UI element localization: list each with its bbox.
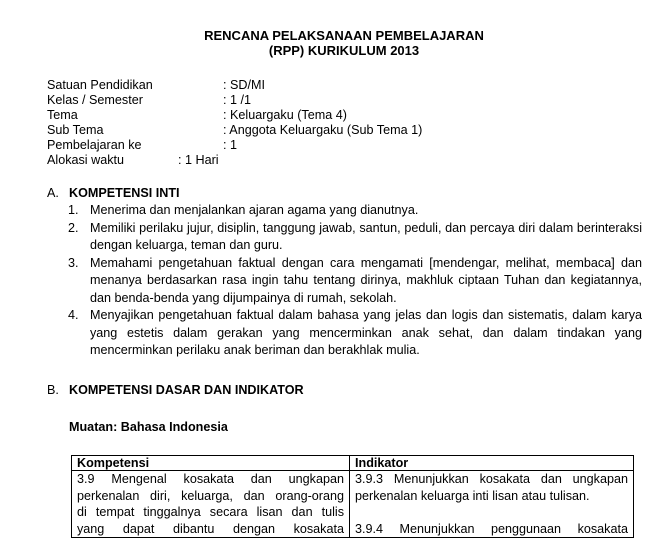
document-title: RENCANA PELAKSANAAN PEMBELAJARAN (204, 28, 484, 43)
list-item-text: Menyajikan pengetahuan faktual dalam bahasa yang jelas dan logis dan sistematis, dalam karya yang estetis dalam gerakan yang mencerminkan anak sehat, dan dalam tindakan yang mencerminkan perilaku anak beriman dan berakhlak mulia. (90, 308, 642, 357)
identity-label-satuan: Satuan Pendidikan (47, 78, 153, 92)
list-item (68, 220, 642, 255)
kompetensi-cell (72, 471, 350, 538)
kompetensi-inti-list (68, 202, 642, 360)
kompetensi-line: yang dapat dibantu dengan kosakata (77, 521, 344, 536)
table-header-indikator: Indikator (350, 456, 634, 471)
document-subtitle: (RPP) KURIKULUM 2013 (268, 43, 420, 58)
table-header-row (72, 456, 634, 471)
indikator-cell (350, 471, 634, 538)
list-item-text: Menerima dan menjalankan ajaran agama yang dianutnya. (90, 203, 419, 217)
table-row (72, 471, 634, 538)
list-item-number: 4. (68, 308, 79, 322)
identity-value-kelas: : 1 /1 (223, 93, 252, 107)
section-a-heading (47, 186, 180, 200)
list-item-text: Memahami pengetahuan faktual dengan cara mengamati [mendengar, melihat, membaca] dan menanya berdasarkan rasa ingin tahu tentang dirinya, makhluk ciptaan Tuhan dan kegiatannya, dan benda-benda yang dijumpainya di rumah, sekolah. (90, 255, 642, 305)
section-b-letter: B. (47, 383, 59, 397)
identity-label-subtema: Sub Tema (47, 123, 104, 137)
list-item-number: 1. (68, 203, 79, 217)
kompetensi-line: di tempat tinggalnya secara lisan dan tulis (77, 505, 344, 519)
list-item-number: 3. (68, 255, 79, 270)
section-a-title: KOMPETENSI INTI (69, 186, 180, 200)
identity-label-pembelajaran: Pembelajaran ke (47, 138, 142, 152)
muatan-heading: Muatan: Bahasa Indonesia (69, 420, 228, 434)
kompetensi-line: 3.9 Mengenal kosakata dan ungkapan (77, 472, 344, 486)
identity-value-subtema: : Anggota Keluargaku (Sub Tema 1) (223, 123, 423, 137)
indikator-line: 3.9.3 Menunjukkan kosakata dan ungkapan (355, 472, 628, 486)
section-b-title: KOMPETENSI DASAR DAN INDIKATOR (69, 383, 304, 397)
identity-label-alokasi: Alokasi waktu (47, 153, 124, 167)
spacer (355, 504, 628, 521)
identity-value-alokasi: : 1 Hari (178, 153, 219, 167)
list-item (68, 307, 642, 360)
identity-value-pembelajaran: : 1 (223, 138, 238, 152)
list-item (68, 255, 642, 308)
table-header-kompetensi: Kompetensi (72, 456, 350, 471)
list-item-text: Memiliki perilaku jujur, disiplin, tanggung jawab, santun, peduli, dan percaya diri dalam berinteraksi dengan keluarga, teman dan guru. (90, 220, 642, 252)
kompetensi-indikator-table (71, 455, 634, 538)
indikator-line: 3.9.4 Menunjukkan penggunaan kosakata (355, 521, 628, 536)
identity-value-tema: : Keluargaku (Tema 4) (223, 108, 347, 122)
list-item-number: 2. (68, 220, 79, 235)
identity-label-tema: Tema (47, 108, 78, 122)
identity-label-kelas: Kelas / Semester (47, 93, 143, 107)
list-item (68, 202, 642, 220)
section-b-heading (47, 383, 304, 397)
identity-value-satuan: : SD/MI (223, 78, 265, 92)
kompetensi-line: perkenalan diri, keluarga, dan orang-orang (77, 488, 344, 503)
section-a-letter: A. (47, 186, 59, 200)
indikator-line: perkenalan keluarga inti lisan atau tulisan. (355, 488, 590, 503)
